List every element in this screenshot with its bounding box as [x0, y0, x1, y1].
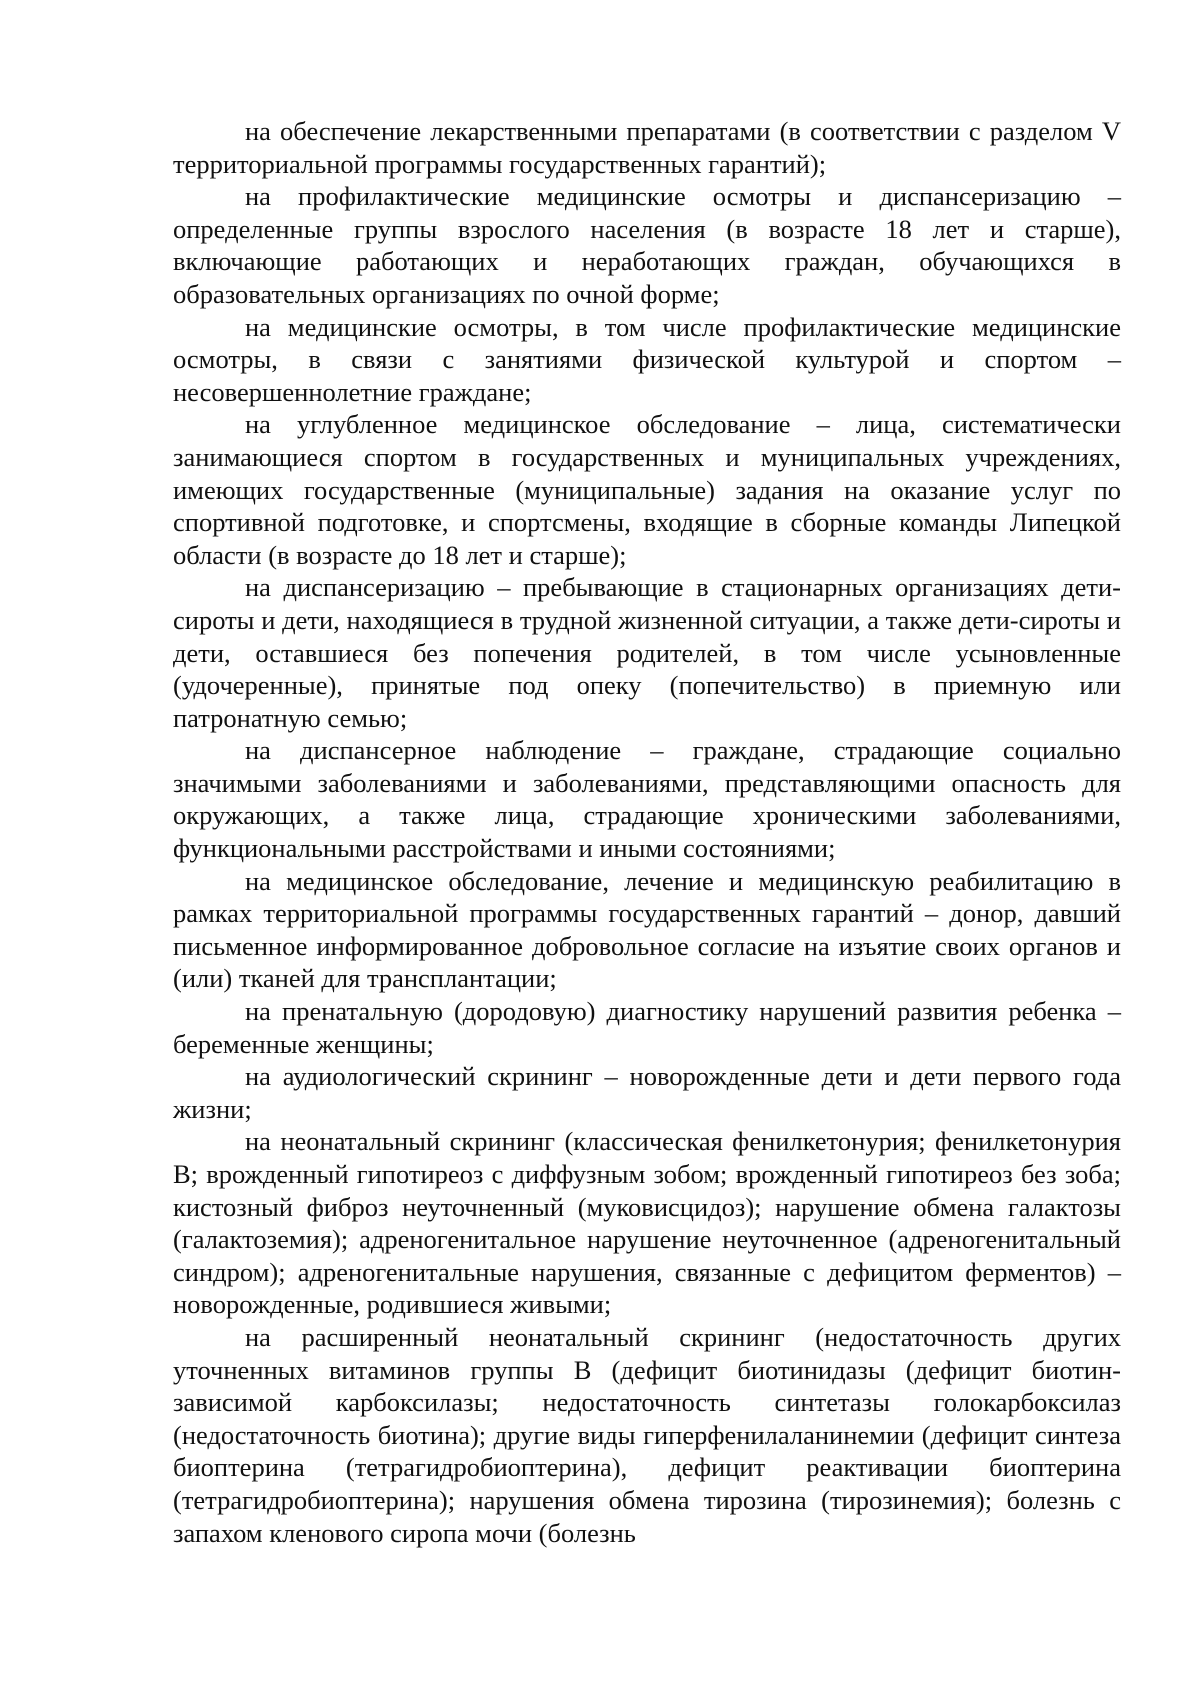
paragraph-donor-exam: на медицинское обследование, лечение и медицинскую реабилитацию в рамках территориальной программы государственных гарантий – донор, давший письменное информированное добровольное согласие на изъятие своих органов и (или) тканей для трансплантации; [173, 865, 1121, 994]
paragraph-audiology-screening: на аудиологический скрининг – новорожденные дети и дети первого года жизни; [173, 1061, 1121, 1124]
paragraph-extended-neonatal-screening: на расширенный неонатальный скрининг (недостаточность других уточненных витаминов группы В (дефицит биотинидазы (дефицит биотин-зависимой карбоксилазы; недостаточность синтетазы голокарбоксилаз (недостаточность биотина); другие виды гиперфенилаланинемии (дефицит синтеза биоптерина (тетрагидробиоптерина), дефицит реактивации биоптерина (тетрагидробиоптерина); нарушения обмена тирозина (тирозинемия); болезнь с запахом кленового сиропа мочи (болезнь [173, 1321, 1121, 1548]
paragraph-orphans-screening: на диспансеризацию – пребывающие в стационарных организациях дети-сироты и дети, находящиеся в трудной жизненной ситуации, а также дети-сироты и дети, оставшиеся без попечения родителей, в том числе усыновленные (удочеренные), принятые под опеку (попечительство) в приемную или патронатную семью; [173, 572, 1121, 733]
document-page [173, 115, 1121, 1549]
paragraph-in-depth-exam: на углубленное медицинское обследование – лица, систематически занимающиеся спортом в государственных и муниципальных учреждениях, имеющих государственные (муниципальные) задания на оказание услуг по спортивной подготовке, и спортсмены, входящие в сборные команды Липецкой области (в возрасте до 18 лет и старше); [173, 409, 1121, 570]
paragraph-medications: на обеспечение лекарственными препаратами (в соответствии с разделом V территориальной программы государственных гарантий); [173, 116, 1121, 179]
paragraph-preventive-exams: на профилактические медицинские осмотры и диспансеризацию – определенные группы взрослого населения (в возрасте 18 лет и старше), включающие работающих и неработающих граждан, обучающихся в образовательных организациях по очной форме; [173, 181, 1121, 309]
paragraph-dispensary-observation: на диспансерное наблюдение – граждане, страдающие социально значимыми заболеваниями и заболеваниями, представляющими опасность для окружающих, а также лица, страдающие хроническими заболеваниями, функциональными расстройствами и иными состояниями; [173, 735, 1121, 864]
paragraph-sports-exams: на медицинские осмотры, в том числе профилактические медицинские осмотры, в связи с занятиями физической культурой и спортом – несовершеннолетние граждане; [173, 311, 1121, 407]
paragraph-neonatal-screening: на неонатальный скрининг (классическая фенилкетонурия; фенилкетонурия В; врожденный гипотиреоз с диффузным зобом; врожденный гипотиреоз без зоба; кистозный фиброз неуточненный (муковисцидоз); нарушение обмена галактозы (галактоземия); адреногенитальное нарушение неуточненное (адреногенитальный синдром); адреногенитальные нарушения, связанные с дефицитом ферментов) – новорожденные, родившиеся живыми; [173, 1126, 1121, 1320]
paragraph-prenatal-diagnostics: на пренатальную (дородовую) диагностику нарушений развития ребенка – беременные женщины; [173, 996, 1121, 1059]
